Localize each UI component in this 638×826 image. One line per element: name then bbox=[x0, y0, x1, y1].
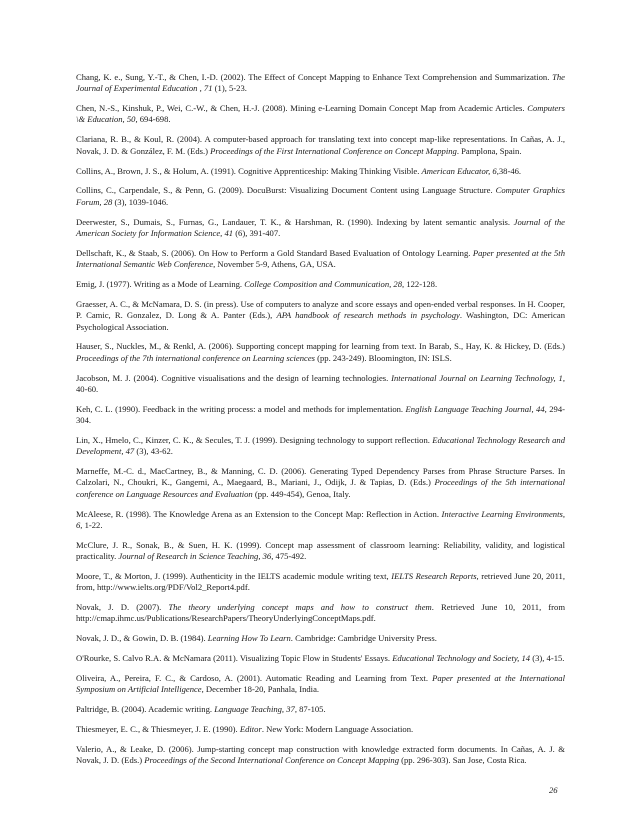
reference-entry bbox=[76, 185, 565, 208]
reference-entry bbox=[76, 166, 565, 177]
reference-source: Learning How To Learn bbox=[207, 633, 291, 644]
reference-text: (3), 4-15. bbox=[530, 653, 565, 664]
reference-source: Educational Technology Research and Development, 47 bbox=[76, 434, 565, 457]
reference-entry bbox=[76, 373, 565, 396]
reference-text: (3), 1039-1046. bbox=[112, 196, 169, 207]
reference-text: . Cambridge: Cambridge University Press. bbox=[290, 633, 437, 644]
reference-text: , December 18-20, Panhala, India. bbox=[201, 684, 320, 695]
reference-entry bbox=[76, 466, 565, 500]
reference-text: Clariana, R. B., & Koul, R. (2004). A computer-based approach for translating text into concept map-like representations. In Cañas, A. J., Novak, J. D. & González, F. M. (Eds.) bbox=[76, 134, 565, 156]
reference-source: College Composition and Communication, 28 bbox=[244, 279, 403, 290]
reference-entry bbox=[76, 341, 565, 364]
reference-source: Language Teaching, 37 bbox=[214, 704, 295, 715]
reference-text: McAleese, R. (1998). The Knowledge Arena as an Extension to the Concept Map: Reflection in Action. bbox=[76, 508, 442, 519]
reference-source: Computers \& Education, 50 bbox=[76, 103, 565, 125]
reference-text: Dellschaft, K., & Staab, S. (2006). On How to Perform a Gold Standard Based Evaluation of Ontology Learning. bbox=[76, 247, 473, 258]
reference-source: APA handbook of research methods in psychology bbox=[276, 310, 460, 321]
reference-text: (pp. 296-303). San Jose, Costa Rica. bbox=[399, 755, 527, 766]
reference-text: , 694-698. bbox=[135, 114, 171, 125]
reference-entry bbox=[76, 571, 565, 594]
reference-text: , 87-105. bbox=[294, 704, 326, 715]
reference-source: Journal of the American Society for Information Science, 41 bbox=[76, 216, 565, 238]
reference-source: Interactive Learning Environments, 6 bbox=[76, 508, 565, 530]
reference-entry bbox=[76, 653, 565, 664]
reference-text: , 40-60. bbox=[76, 372, 565, 394]
reference-entry bbox=[76, 217, 565, 240]
reference-text: . New York: Modern Language Association. bbox=[261, 724, 414, 735]
reference-source: Proceedings of the 7th international conference on Learning sciences bbox=[76, 352, 315, 363]
reference-text: Valerio, A., & Leake, D. (2006). Jump-starting concept map construction with knowledge extracted form documents. In Cañas, A. J. & Novak, J. D. (Eds.) bbox=[76, 744, 565, 766]
reference-source: Journal of Research in Science Teaching, 36 bbox=[118, 551, 272, 562]
reference-text: (3), 43-62. bbox=[134, 446, 173, 457]
reference-source: Paper presented at the 5th International Semantic Web Conference bbox=[76, 247, 565, 270]
reference-text: Chang, K. e., Sung, Y.-T., & Chen, I.-D. (2002). The Effect of Concept Mapping to Enhance Text Comprehension and Summarization. bbox=[76, 72, 553, 82]
reference-entry bbox=[76, 724, 565, 735]
reference-source: Educational Technology and Society, 14 bbox=[392, 653, 531, 664]
reference-text: Lin, X., Hmelo, C., Kinzer, C. K., & Secules, T. J. (1999). Designing technology to support reflection. bbox=[76, 434, 433, 445]
reference-source: Computer Graphics Forum, 28 bbox=[76, 185, 565, 207]
reference-text: O'Rourke, S. Calvo R.A. & McNamara (2011). Visualizing Topic Flow in Students' Essays. bbox=[76, 653, 393, 664]
reference-text: (pp. 243-249). Bloomington, IN: ISLS. bbox=[314, 352, 452, 363]
reference-text: Moore, T., & Morton, J. (1999). Authenticity in the IELTS academic module writing text, bbox=[76, 571, 392, 581]
reference-text: (6), 391-407. bbox=[233, 227, 281, 238]
reference-source: American Educator, 6 bbox=[421, 165, 497, 176]
reference-text: . Retrieved June 10, 2011, from http://cmap.ihmc.us/Publications/ResearchPapers/TheoryUnderlyingConceptMaps.pdf. bbox=[76, 602, 566, 624]
reference-text: . Washington, DC: American Psychological Association. bbox=[76, 310, 565, 332]
reference-text: Oliveira, A., Pereira, F. C., & Cardoso, A. (2001). Automatic Reading and Learning from Text. bbox=[76, 673, 433, 684]
reference-text: Keh, C. L. (1990). Feedback in the writing process: a model and methods for implementation. bbox=[76, 403, 406, 414]
reference-source: Proceedings of the 5th international conference on Language Resources and Evaluation bbox=[76, 477, 565, 499]
reference-text: , 475-492. bbox=[271, 551, 307, 562]
reference-text: Jacobson, M. J. (2004). Cognitive visualisations and the design of learning technologies. bbox=[76, 372, 392, 383]
reference-text: Novak, J. D., & Gowin, D. B. (1984). bbox=[76, 633, 208, 644]
reference-text: Paltridge, B. (2004). Academic writing. bbox=[76, 704, 215, 715]
reference-source: Proceedings of the Second International Conference on Concept Mapping bbox=[144, 755, 399, 766]
reference-entry bbox=[76, 103, 565, 126]
reference-text: Novak, J. D. (2007). bbox=[76, 602, 169, 613]
reference-source: The theory underlying concept maps and how to construct them bbox=[168, 602, 432, 613]
reference-text: ,38-46. bbox=[496, 165, 522, 176]
reference-text: McClure, J. R., Sonak, B., & Suen, H. K. (1999). Concept map assessment of classroom learning: Reliability, validity, and logistical practicality. bbox=[76, 539, 565, 562]
reference-source: The Journal of Experimental Education , 71 bbox=[76, 72, 565, 94]
reference-source: English Language Teaching Journal, 44 bbox=[405, 403, 545, 414]
reference-text: Collins, A., Brown, J. S., & Holum, A. (1991). Cognitive Apprenticeship: Making Thinking Visible. bbox=[76, 165, 422, 176]
page-number: 26 bbox=[549, 785, 558, 795]
reference-text: Chen, N.-S., Kinshuk, P., Wei, C.-W., & Chen, H.-J. (2008). Mining e-Learning Domain Concept Map from Academic Articles. bbox=[76, 103, 528, 114]
reference-text: Emig, J. (1977). Writing as a Mode of Learning. bbox=[76, 279, 245, 290]
reference-text: , 122-128. bbox=[402, 279, 438, 290]
reference-source: Proceedings of the First International Conference on Concept Mapping bbox=[210, 145, 457, 156]
reference-text: Thiesmeyer, E. C., & Thiesmeyer, J. E. (1990). bbox=[76, 724, 240, 735]
reference-entry bbox=[76, 633, 565, 644]
reference-entry bbox=[76, 72, 565, 95]
reference-text: , 1-22. bbox=[80, 519, 103, 530]
reference-text: Collins, C., Carpendale, S., & Penn, G. (2009). DocuBurst: Visualizing Document Content using Language Structure. bbox=[76, 185, 496, 196]
reference-text: Marneffe, M.-C. d., MacCartney, B., & Manning, C. D. (2006). Generating Typed Dependency Parses from Phrase Structure Parses. In Calzolari, N., Choukri, K., Gangemi, A., Maegaard, B., Mariani, J., Odijk, J. & Tapias, D. (Eds.) bbox=[76, 466, 565, 488]
reference-text: Deerwester, S., Dumais, S., Furnas, G., Landauer, T. K., & Harshman, R. (1990). Indexing by latent semantic analysis. bbox=[76, 216, 514, 227]
reference-source: Editor bbox=[239, 724, 262, 735]
reference-text: , retrieved June 20, 2011, from, http://www.ielts.org/PDF/Vol2_Report4.pdf. bbox=[76, 571, 565, 593]
reference-text: Graesser, A. C., & McNamara, D. S. (in press). Use of computers to analyze and score essays and open-ended verbal responses. In H. Cooper, P. Camic, R. Gonzalez, D. Long & A. Panter (Eds.), bbox=[76, 298, 565, 321]
reference-text: . Pamplona, Spain. bbox=[456, 145, 522, 156]
reference-text: , November 5-9, Athens, GA, USA. bbox=[213, 259, 336, 270]
reference-entry bbox=[76, 744, 565, 767]
reference-text: Hauser, S., Nuckles, M., & Renkl, A. (2006). Supporting concept mapping for learning from text. In Barab, S., Hay, K. & Hickey, D. (Eds.) bbox=[76, 341, 565, 352]
reference-entry bbox=[76, 673, 565, 696]
reference-entry bbox=[76, 704, 565, 715]
reference-source: IELTS Research Reports bbox=[391, 571, 477, 581]
reference-entry bbox=[76, 134, 565, 157]
reference-entry bbox=[76, 602, 565, 625]
reference-text: , 294-304. bbox=[76, 403, 565, 426]
reference-list bbox=[76, 72, 565, 775]
reference-entry bbox=[76, 540, 565, 563]
reference-entry bbox=[76, 509, 565, 532]
reference-entry bbox=[76, 248, 565, 271]
reference-entry bbox=[76, 404, 565, 427]
reference-entry bbox=[76, 435, 565, 458]
reference-entry bbox=[76, 299, 565, 333]
reference-text: (pp. 449-454), Genoa, Italy. bbox=[252, 488, 351, 499]
reference-source: International Journal on Learning Technology, 1 bbox=[391, 372, 563, 383]
reference-source: Paper presented at the International Symposium on Artificial Intelligence bbox=[76, 673, 565, 695]
reference-text: (1), 5-23. bbox=[212, 83, 247, 94]
reference-entry bbox=[76, 279, 565, 290]
